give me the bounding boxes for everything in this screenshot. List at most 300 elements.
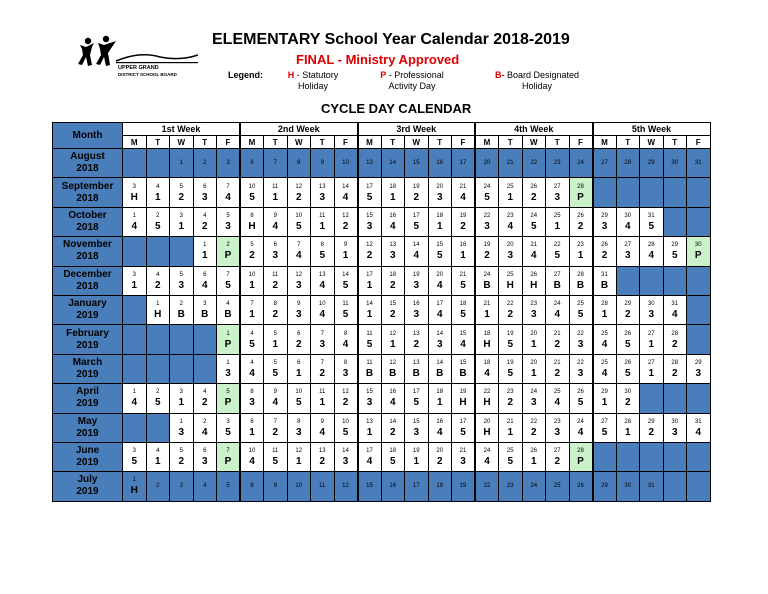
date-number: 2 <box>203 418 207 425</box>
day-cell <box>452 237 476 266</box>
day-cell <box>146 207 170 236</box>
day-cell <box>499 325 523 354</box>
date-number: 4 <box>203 212 207 219</box>
cycle-day: B <box>483 279 491 291</box>
day-cell <box>499 149 523 178</box>
day-cell <box>475 413 499 442</box>
date-number: 31 <box>694 418 702 425</box>
date-number: 15 <box>459 330 467 337</box>
date-number: 1 <box>203 242 207 249</box>
date-number: 23 <box>506 389 514 396</box>
cycle-day: 5 <box>342 279 349 291</box>
date-number: 14 <box>436 359 444 366</box>
day-cell <box>240 442 264 471</box>
date-number: 14 <box>389 160 397 167</box>
day-cell <box>616 149 640 178</box>
date-number: 13 <box>318 271 326 278</box>
cycle-day: P <box>577 191 584 203</box>
date-number: 17 <box>366 271 373 278</box>
day-cell <box>146 472 170 501</box>
day-cell <box>687 149 711 178</box>
cycle-day: 4 <box>624 220 631 232</box>
cycle-day: 3 <box>413 309 420 321</box>
cycle-day: 2 <box>554 338 561 350</box>
cycle-day: 1 <box>484 309 490 321</box>
month-year: 2018 <box>76 192 99 204</box>
day-cell <box>217 295 241 324</box>
legend-text: - Professional <box>386 70 444 80</box>
date-number: 10 <box>295 483 303 490</box>
month-name: October <box>68 209 107 221</box>
date-number: 28 <box>671 359 679 366</box>
date-number: 8 <box>250 212 254 219</box>
cycle-day: 1 <box>249 279 255 291</box>
weekday-header: T <box>311 136 335 149</box>
cycle-day: 2 <box>342 220 349 232</box>
date-number: 19 <box>412 271 420 278</box>
date-number: 6 <box>203 448 207 455</box>
cycle-day: 4 <box>507 220 514 232</box>
date-number: 29 <box>601 483 608 490</box>
date-number: 23 <box>553 160 561 167</box>
cycle-day: 1 <box>366 426 373 438</box>
cycle-day: 3 <box>389 250 396 262</box>
cycle-day: 5 <box>413 397 420 409</box>
cycle-day: 5 <box>460 309 466 321</box>
cycle-day: 1 <box>530 367 537 379</box>
date-number: 12 <box>366 242 373 249</box>
date-number: 22 <box>577 330 584 337</box>
weekday-header: T <box>381 136 405 149</box>
day-cell <box>546 472 570 501</box>
date-number: 12 <box>389 359 397 366</box>
cycle-day: 5 <box>460 279 466 291</box>
weekday-header: W <box>522 136 546 149</box>
legend-item-statutory <box>278 70 348 92</box>
day-cell <box>193 149 217 178</box>
cycle-day: 1 <box>460 250 466 262</box>
day-cell <box>240 384 264 413</box>
date-number: 25 <box>506 183 514 190</box>
cycle-day: 4 <box>648 250 655 262</box>
cycle-day: 2 <box>272 279 279 291</box>
cycle-day: 2 <box>178 191 185 203</box>
day-cell <box>663 354 687 383</box>
day-cell <box>381 295 405 324</box>
cycle-day: 1 <box>178 220 185 232</box>
day-cell <box>334 384 358 413</box>
month-year: 2019 <box>76 486 99 498</box>
date-number: 15 <box>412 418 420 425</box>
day-cell <box>146 325 170 354</box>
day-cell <box>217 413 241 442</box>
day-cell <box>687 384 711 413</box>
day-cell <box>546 413 570 442</box>
cycle-day: H <box>154 309 162 321</box>
month-name: April <box>76 386 99 398</box>
day-cell <box>193 384 217 413</box>
date-number: 12 <box>342 389 349 396</box>
day-cell <box>240 237 264 266</box>
date-number: 14 <box>342 183 349 190</box>
cycle-day: 4 <box>131 220 138 232</box>
day-cell <box>264 149 288 178</box>
date-number: 9 <box>273 483 277 490</box>
day-cell <box>240 413 264 442</box>
day-cell <box>546 442 570 471</box>
day-cell <box>146 384 170 413</box>
cycle-day: H <box>506 279 514 291</box>
date-number: 23 <box>577 242 584 249</box>
cycle-day: 4 <box>201 426 208 438</box>
day-cell <box>640 295 664 324</box>
date-number: 7 <box>320 330 324 337</box>
day-cell <box>123 472 147 501</box>
day-cell <box>546 295 570 324</box>
date-number: 19 <box>459 212 467 219</box>
date-number: 28 <box>577 271 584 278</box>
date-number: 21 <box>530 242 538 249</box>
cycle-day: 2 <box>671 367 678 379</box>
date-number: 20 <box>530 359 538 366</box>
day-cell <box>240 266 264 295</box>
date-number: 25 <box>601 359 608 366</box>
date-number: 12 <box>295 271 303 278</box>
legend-text-line2: Holiday <box>297 81 328 91</box>
day-cell <box>428 472 452 501</box>
cycle-day: 1 <box>272 191 279 203</box>
cycle-day: 2 <box>413 338 420 350</box>
date-number: 28 <box>624 418 632 425</box>
date-number: 29 <box>601 212 608 219</box>
day-cell <box>499 178 523 207</box>
day-cell <box>240 354 264 383</box>
cycle-day: H <box>483 397 491 409</box>
date-number: 25 <box>553 483 561 490</box>
legend-label: Legend: <box>228 70 263 80</box>
month-name: July <box>77 474 98 486</box>
cycle-day: 1 <box>131 279 138 291</box>
day-cell <box>546 178 570 207</box>
cycle-day: 4 <box>484 367 490 379</box>
day-cell <box>123 266 147 295</box>
cycle-day: 3 <box>295 309 302 321</box>
day-cell <box>452 413 476 442</box>
day-cell <box>381 325 405 354</box>
day-cell <box>569 207 593 236</box>
date-number: 26 <box>530 183 538 190</box>
day-cell <box>170 295 194 324</box>
cycle-day: 4 <box>225 191 231 203</box>
cycle-day: 5 <box>342 426 349 438</box>
day-cell <box>334 325 358 354</box>
date-number: 23 <box>553 418 561 425</box>
cycle-day: 2 <box>648 426 655 438</box>
cycle-day: 4 <box>319 426 326 438</box>
cycle-day: 5 <box>154 397 161 409</box>
date-number: 4 <box>250 330 254 337</box>
cycle-day: 4 <box>389 397 396 409</box>
date-number: 1 <box>132 212 136 219</box>
day-cell <box>358 325 382 354</box>
day-cell <box>546 266 570 295</box>
date-number: 1 <box>179 418 183 425</box>
cycle-day: 4 <box>201 279 208 291</box>
date-number: 18 <box>459 301 467 308</box>
day-cell <box>334 178 358 207</box>
cycle-day: 5 <box>577 397 584 409</box>
day-cell <box>663 207 687 236</box>
day-cell <box>287 207 311 236</box>
date-number: 27 <box>647 359 655 366</box>
cycle-day: 4 <box>601 338 608 350</box>
day-cell <box>311 472 335 501</box>
cycle-day: H <box>130 485 138 497</box>
day-cell <box>475 237 499 266</box>
date-number: 18 <box>389 183 397 190</box>
day-cell <box>146 295 170 324</box>
cycle-day: 4 <box>272 220 279 232</box>
cycle-day: 1 <box>366 279 373 291</box>
date-number: 13 <box>412 359 420 366</box>
day-cell <box>569 178 593 207</box>
date-number: 11 <box>319 389 326 396</box>
date-number: 1 <box>179 160 183 167</box>
day-cell <box>240 149 264 178</box>
cycle-day: B <box>553 279 561 291</box>
weekday-header: W <box>287 136 311 149</box>
day-cell <box>499 295 523 324</box>
date-number: 12 <box>295 183 303 190</box>
date-number: 11 <box>272 448 279 455</box>
cycle-day: 5 <box>272 367 279 379</box>
date-number: 22 <box>483 483 491 490</box>
date-number: 7 <box>226 448 230 455</box>
date-number: 19 <box>412 183 420 190</box>
date-number: 27 <box>553 448 561 455</box>
date-number: 21 <box>459 271 467 278</box>
cycle-day: 2 <box>389 309 396 321</box>
day-cell <box>311 207 335 236</box>
day-cell <box>217 237 241 266</box>
cycle-day: 4 <box>389 220 396 232</box>
day-cell <box>640 413 664 442</box>
weekday-header: W <box>640 136 664 149</box>
cycle-day: 3 <box>601 220 608 232</box>
day-cell <box>593 354 617 383</box>
weekday-header: F <box>687 136 711 149</box>
day-cell <box>546 149 570 178</box>
date-number: 10 <box>342 160 349 167</box>
day-cell <box>522 207 546 236</box>
date-number: 17 <box>459 160 467 167</box>
date-number: 17 <box>459 418 467 425</box>
date-number: 16 <box>459 242 467 249</box>
date-number: 24 <box>577 418 584 425</box>
cycle-day: 2 <box>436 456 443 468</box>
date-number: 28 <box>577 448 584 455</box>
date-number: 12 <box>389 330 397 337</box>
day-cell <box>569 354 593 383</box>
day-cell <box>264 354 288 383</box>
date-number: 9 <box>320 418 324 425</box>
day-cell <box>522 325 546 354</box>
cycle-day: H <box>459 397 467 409</box>
date-number: 26 <box>601 242 608 249</box>
day-cell <box>475 295 499 324</box>
cycle-day: 2 <box>671 338 678 350</box>
cycle-day: 2 <box>178 456 185 468</box>
cycle-day: 3 <box>178 279 185 291</box>
cycle-day: 5 <box>671 250 678 262</box>
date-number: 25 <box>506 448 514 455</box>
month-name-cell <box>53 207 123 236</box>
month-year: 2019 <box>76 398 99 410</box>
cycle-day: 5 <box>507 338 514 350</box>
date-number: 19 <box>459 483 467 490</box>
cycle-day: B <box>224 309 232 321</box>
day-cell <box>287 442 311 471</box>
day-cell <box>146 149 170 178</box>
date-number: 2 <box>156 212 160 219</box>
month-name-cell <box>53 325 123 354</box>
month-row <box>53 178 711 207</box>
day-cell <box>358 237 382 266</box>
month-row <box>53 413 711 442</box>
day-cell <box>123 149 147 178</box>
date-number: 3 <box>179 483 183 490</box>
cycle-day: 1 <box>507 191 514 203</box>
day-cell <box>405 442 429 471</box>
day-cell <box>123 413 147 442</box>
day-cell <box>264 207 288 236</box>
date-number: 5 <box>226 483 230 490</box>
cycle-day: H <box>248 220 256 232</box>
day-cell <box>593 207 617 236</box>
legend-text: - Statutory <box>294 70 339 80</box>
legend-code: H <box>287 70 295 80</box>
cycle-day: 5 <box>131 456 138 468</box>
date-number: 11 <box>366 359 373 366</box>
cycle-day: 5 <box>436 250 443 262</box>
date-number: 14 <box>389 418 397 425</box>
day-cell <box>123 207 147 236</box>
day-cell <box>663 149 687 178</box>
cycle-day: 3 <box>366 397 373 409</box>
date-number: 26 <box>577 483 584 490</box>
date-number: 9 <box>343 242 348 249</box>
date-number: 16 <box>389 212 397 219</box>
day-cell <box>123 442 147 471</box>
date-number: 10 <box>295 389 303 396</box>
cycle-day: 4 <box>319 279 326 291</box>
day-cell <box>405 413 429 442</box>
day-cell <box>428 237 452 266</box>
date-number: 18 <box>389 271 397 278</box>
weekday-header: T <box>546 136 570 149</box>
cycle-day: 1 <box>648 367 655 379</box>
cycle-day: 5 <box>295 397 302 409</box>
day-cell <box>546 207 570 236</box>
date-number: 12 <box>295 448 303 455</box>
date-number: 9 <box>273 389 277 396</box>
date-number: 6 <box>203 271 207 278</box>
day-cell <box>499 384 523 413</box>
date-number: 2 <box>156 389 160 396</box>
date-number: 17 <box>412 389 420 396</box>
month-name: August <box>70 151 105 163</box>
cycle-day: 2 <box>272 426 279 438</box>
date-number: 2 <box>226 242 230 249</box>
cycle-day: 4 <box>342 191 349 203</box>
cycle-day: 4 <box>436 309 443 321</box>
cycle-day: 3 <box>554 191 561 203</box>
cycle-day: 4 <box>436 426 443 438</box>
day-cell <box>616 325 640 354</box>
day-cell <box>569 266 593 295</box>
date-number: 17 <box>436 301 444 308</box>
day-cell <box>311 354 335 383</box>
date-number: 5 <box>273 359 277 366</box>
date-number: 10 <box>248 271 256 278</box>
date-number: 24 <box>553 301 561 308</box>
day-cell <box>381 266 405 295</box>
cycle-day: P <box>224 456 232 468</box>
date-number: 14 <box>366 301 373 308</box>
day-cell <box>193 295 217 324</box>
date-number: 10 <box>248 448 256 455</box>
date-number: 29 <box>647 160 655 167</box>
day-cell <box>640 266 664 295</box>
cycle-day: B <box>389 367 397 379</box>
cycle-day: 5 <box>624 367 631 379</box>
cycle-day: 1 <box>154 456 161 468</box>
cycle-day: 1 <box>601 309 608 321</box>
cycle-day: 2 <box>507 309 514 321</box>
school-board-logo <box>70 35 200 80</box>
date-number: 22 <box>577 359 584 366</box>
day-cell <box>146 413 170 442</box>
day-cell <box>311 442 335 471</box>
day-cell <box>381 149 405 178</box>
day-cell <box>569 237 593 266</box>
cycle-day: H <box>530 279 538 291</box>
date-number: 21 <box>506 160 514 167</box>
cycle-day: 3 <box>554 426 561 438</box>
date-number: 18 <box>436 212 444 219</box>
day-cell <box>311 325 335 354</box>
day-cell <box>546 237 570 266</box>
day-cell <box>428 149 452 178</box>
day-cell <box>170 354 194 383</box>
date-number: 3 <box>203 301 207 308</box>
cycle-day: 1 <box>249 309 255 321</box>
month-name-cell <box>53 384 123 413</box>
date-number: 22 <box>530 418 538 425</box>
day-cell <box>687 207 711 236</box>
date-number: 20 <box>506 242 514 249</box>
day-cell <box>522 413 546 442</box>
day-cell <box>287 178 311 207</box>
day-cell <box>381 442 405 471</box>
day-cell <box>217 472 241 501</box>
day-cell <box>593 325 617 354</box>
date-number: 28 <box>601 301 608 308</box>
day-cell <box>334 413 358 442</box>
cycle-day: 3 <box>319 338 326 350</box>
date-number: 28 <box>624 160 632 167</box>
date-number: 4 <box>226 301 230 308</box>
